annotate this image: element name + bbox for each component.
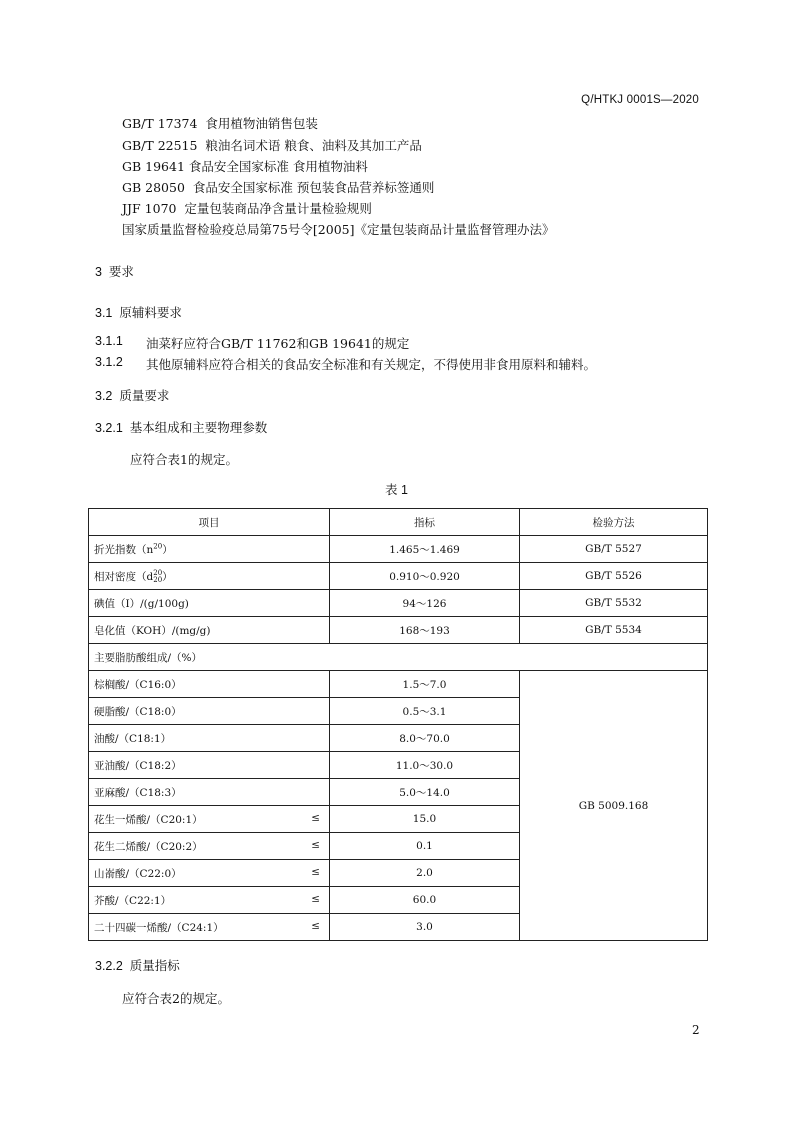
clause-text-3-1-1: 油菜籽应符合GB/T 11762和GB 19641的规定 — [146, 336, 410, 351]
density-sup: 20 — [153, 568, 163, 577]
table-1 — [88, 508, 708, 941]
table-header-row — [89, 509, 708, 536]
paragraph-3-2-2: 应符合表2的规定。 — [122, 991, 230, 1006]
row-label-refractive — [89, 536, 330, 563]
section-heading-3-1: 3.1 原辅料要求 — [95, 306, 182, 320]
le-symbol: ≤ — [311, 811, 320, 824]
section-heading-3-2: 3.2 质量要求 — [95, 389, 170, 403]
table-row — [89, 617, 708, 644]
fatty-acid-name — [89, 671, 330, 698]
fatty-acid-label: 油酸/（C18:1） — [94, 732, 172, 745]
paragraph-3-2-1: 应符合表1的规定。 — [130, 452, 238, 467]
refractive-sup: 20 — [153, 542, 163, 550]
page-number: 2 — [692, 1023, 700, 1037]
fatty-acid-label: 花生一烯酸/（C20:1） — [94, 813, 203, 826]
fatty-acid-name — [89, 779, 330, 806]
row-label-saponification: 皂化值（KOH）/(mg/g) — [89, 617, 330, 644]
le-symbol: ≤ — [311, 892, 320, 905]
fatty-acid-value: 0.5～3.1 — [330, 698, 520, 725]
fatty-acid-value: 3.0 — [330, 914, 520, 941]
fatty-acid-value: 0.1 — [330, 833, 520, 860]
section-heading-3-2-2: 3.2.2 质量指标 — [95, 959, 180, 973]
table-row — [89, 590, 708, 617]
fatty-acid-label: 亚油酸/（C18:2） — [94, 759, 182, 772]
le-symbol: ≤ — [311, 919, 320, 932]
section-heading-3: 3 要求 — [95, 265, 134, 279]
fatty-acid-name — [89, 698, 330, 725]
fatty-acid-label: 亚麻酸/（C18:3） — [94, 786, 182, 799]
fatty-acid-name — [89, 833, 330, 860]
fatty-acid-header: 主要脂肪酸组成/（%） — [89, 644, 708, 671]
reference-item: 国家质量监督检验疫总局第75号令[2005]《定量包装商品计量监督管理办法》 — [122, 222, 555, 237]
reference-item: JJF 1070 定量包装商品净含量计量检验规则 — [122, 201, 372, 216]
table-row — [89, 671, 708, 698]
fatty-acid-value: 8.0～70.0 — [330, 725, 520, 752]
row-method: GB/T 5532 — [520, 590, 708, 617]
header-item: 项目 — [89, 509, 330, 536]
fatty-acid-name — [89, 887, 330, 914]
fatty-acid-label: 二十四碳一烯酸/（C24:1） — [94, 921, 224, 934]
le-symbol: ≤ — [311, 865, 320, 878]
density-sub: 20 — [153, 575, 163, 584]
row-value: 168～193 — [330, 617, 520, 644]
row-value: 0.910～0.920 — [330, 563, 520, 590]
fatty-acid-method: GB 5009.168 — [520, 671, 708, 941]
clause-text-3-1-2: 其他原辅料应符合相关的食品安全标准和有关规定，不得使用非食用原料和辅料。 — [146, 357, 597, 372]
row-method: GB/T 5526 — [520, 563, 708, 590]
section-heading-3-2-1: 3.2.1 基本组成和主要物理参数 — [95, 421, 268, 435]
fatty-acid-name — [89, 914, 330, 941]
reference-item: GB 19641 食品安全国家标准 食用植物油料 — [122, 159, 368, 174]
le-symbol: ≤ — [311, 838, 320, 851]
fatty-acid-name — [89, 806, 330, 833]
fatty-acid-value: 60.0 — [330, 887, 520, 914]
row-method: GB/T 5527 — [520, 536, 708, 563]
density-label: 相对密度（d — [94, 570, 154, 583]
table-row — [89, 563, 708, 590]
fatty-acid-name — [89, 752, 330, 779]
header-index: 指标 — [330, 509, 520, 536]
header-method: 检验方法 — [520, 509, 708, 536]
refractive-label: 折光指数（n — [94, 543, 154, 556]
row-label-density — [89, 563, 330, 590]
row-method: GB/T 5534 — [520, 617, 708, 644]
fatty-acid-label: 棕榈酸/（C16:0） — [94, 678, 182, 691]
fatty-acid-label: 芥酸/（C22:1） — [94, 894, 172, 907]
table-row-fatty-acid-header — [89, 644, 708, 671]
reference-item: GB/T 17374 食用植物油销售包装 — [122, 116, 318, 131]
fatty-acid-label: 山嵛酸/（C22:0） — [94, 867, 182, 880]
document-code: Q/HTKJ 0001S—2020 — [581, 94, 699, 106]
density-close: ） — [162, 570, 173, 583]
reference-item: GB 28050 食品安全国家标准 预包装食品营养标签通则 — [122, 180, 435, 195]
row-label-iodine: 碘值（I）/(g/100g) — [89, 590, 330, 617]
reference-item: GB/T 22515 粮油名词术语 粮食、油料及其加工产品 — [122, 138, 422, 153]
fatty-acid-value: 2.0 — [330, 860, 520, 887]
fatty-acid-value: 1.5～7.0 — [330, 671, 520, 698]
fatty-acid-value: 5.0～14.0 — [330, 779, 520, 806]
table-caption: 表 1 — [385, 483, 408, 497]
fatty-acid-label: 花生二烯酸/（C20:2） — [94, 840, 203, 853]
refractive-close: ） — [162, 543, 173, 556]
fatty-acid-name — [89, 860, 330, 887]
fatty-acid-label: 硬脂酸/（C18:0） — [94, 705, 182, 718]
clause-number-3-1-1: 3.1.1 — [95, 334, 123, 348]
row-value: 1.465～1.469 — [330, 536, 520, 563]
clause-number-3-1-2: 3.1.2 — [95, 355, 123, 369]
fatty-acid-value: 15.0 — [330, 806, 520, 833]
table-row — [89, 536, 708, 563]
fatty-acid-value: 11.0～30.0 — [330, 752, 520, 779]
row-value: 94～126 — [330, 590, 520, 617]
fatty-acid-name — [89, 725, 330, 752]
